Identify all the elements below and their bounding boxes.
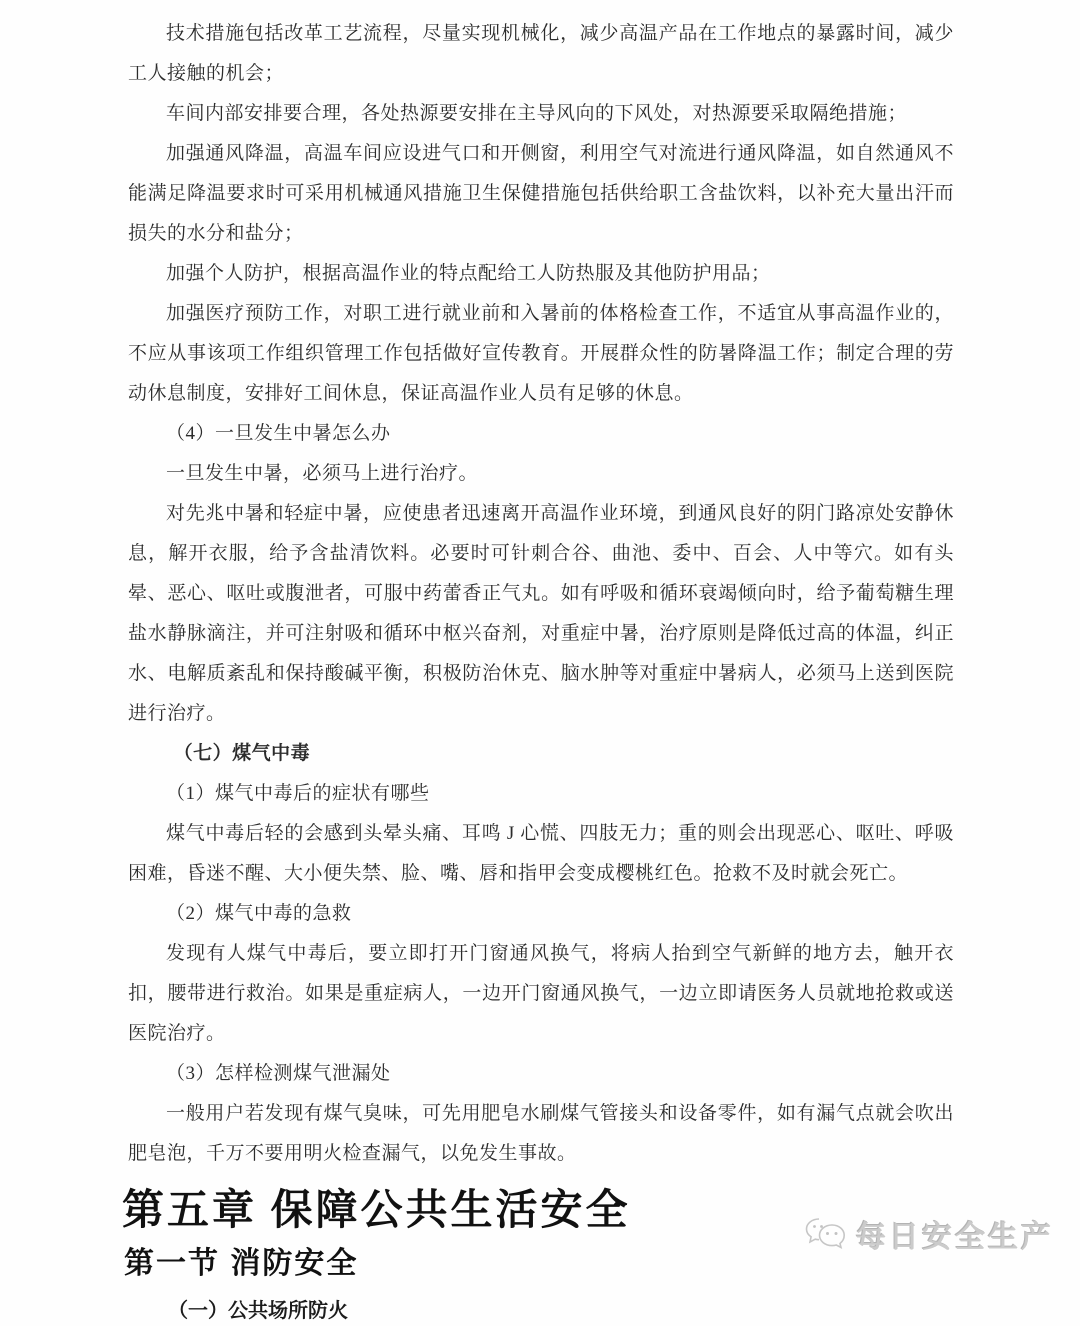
paragraph: 对先兆中暑和轻症中暑，应使患者迅速离开高温作业环境，到通风良好的阴门路凉处安静休息，解开衣服，给予含盐清饮料。必要时可针刺合谷、曲池、委中、百会、人中等穴。如有头晕、恶心、呕吐或腹泄者，可服中药蕾香正气丸。如有呼吸和循环衰竭倾向时，给予葡萄糖生理盐水静脉滴注，并可注射吸和循环中枢兴奋剂，对重症中暑，治疗原则是降低过高的体温，纠正水、电解质紊乱和保持酸碱平衡，积极防治休克、脑水肿等对重症中暑病人，必须马上送到医院进行治疗。 [128,503,954,724]
section-heading: 第一节 消防安全 [124,1247,359,1280]
subsection-title: （一）公共场所防火 [168,1300,348,1322]
paragraph: 一般用户若发现有煤气臭味，可先用肥皂水刷煤气管接头和设备零件，如有漏气点就会吹出肥皂泡，千万不要用明火检查漏气，以免发生事故。 [128,1103,954,1164]
numbered-heading: （3）怎样检测煤气泄漏处 [166,1063,391,1084]
wechat-icon [804,1212,850,1256]
paragraph: 车间内部安排要合理，各处热源要安排在主导风向的下风处，对热源要采取隔绝措施； [166,103,908,124]
chapter-heading: 第五章 保障公共生活安全 [122,1188,631,1234]
paragraph: 加强个人防护，根据高温作业的特点配给工人防热服及其他防护用品； [166,263,771,284]
paragraph: 煤气中毒后轻的会感到头晕头痛、耳鸣 J 心慌、四肢无力；重的则会出现恶心、呕吐、呼吸困难，昏迷不醒、大小便失禁、脸、嘴、唇和指甲会变成樱桃红色。抢救不及时就会死亡。 [128,823,954,884]
paragraph: 一旦发生中暑，必须马上进行治疗。 [166,463,479,484]
paragraph: 加强医疗预防工作，对职工进行就业前和入暑前的体格检查工作，不适宜从事高温作业的，不应从事该项工作组织管理工作包括做好宣传教育。开展群众性的防暑降温工作；制定合理的劳动休息制度，安排好工间休息，保证高温作业人员有足够的休息。 [128,303,954,404]
numbered-heading: （2）煤气中毒的急救 [166,903,352,924]
paragraph: 技术措施包括改革工艺流程，尽量实现机械化，减少高温产品在工作地点的暴露时间，减少工人接触的机会； [128,23,954,84]
watermark [804,1212,1054,1256]
paragraph: 发现有人煤气中毒后，要立即打开门窗通风换气，将病人抬到空气新鲜的地方去，触开衣扣，腰带进行救治。如果是重症病人，一边开门窗通风换气，一边立即请医务人员就地抢救或送医院治疗。 [128,943,954,1044]
watermark-label: 每日安全生产 [856,1221,1054,1254]
numbered-heading: （4）一旦发生中暑怎么办 [166,423,391,444]
numbered-heading: （1）煤气中毒后的症状有哪些 [166,783,430,804]
sub-section-heading: （七）煤气中毒 [173,743,311,764]
paragraph: 加强通风降温，高温车间应设进气口和开侧窗，利用空气对流进行通风降温，如自然通风不能满足降温要求时可采用机械通风措施卫生保健措施包括供给职工含盐饮料，以补充大量出汗而损失的水分和盐分； [128,143,954,244]
